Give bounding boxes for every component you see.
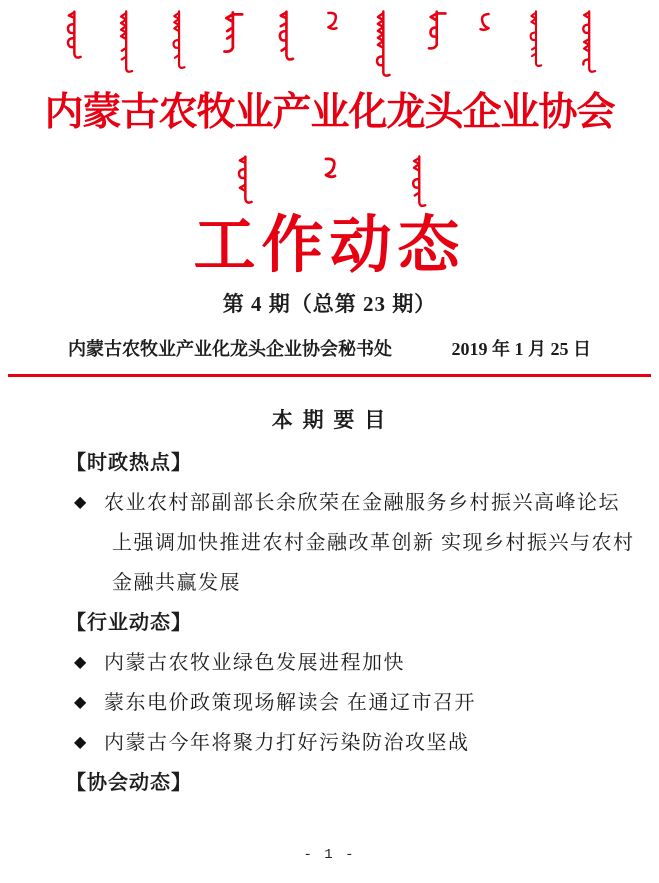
mongolian-word-icon [324,10,340,32]
mongolian-word-icon [369,10,393,78]
mongolian-word-icon [422,10,448,50]
toc-item [66,683,593,723]
bulletin-title: 工作动态 [193,211,466,280]
mongolian-word-icon [218,10,244,54]
mongolian-word-icon [321,155,339,181]
mongolian-word-icon [405,155,429,209]
toc-item-line: 蒙东电价政策现场解读会 在通辽市召开 [104,691,476,714]
page-number: - 1 - [303,847,356,863]
toc-section-label: 【行业动态】 [66,611,192,634]
mongolian-script-row-top [0,10,659,84]
bullet-diamond-icon: ◆ [74,733,87,751]
toc-item [66,483,635,603]
toc-item [66,643,593,683]
bullet-diamond-icon: ◆ [74,653,87,671]
publisher-date-line [0,335,659,361]
mongolian-word-icon [165,10,189,70]
mongolian-word-icon [112,10,136,74]
mongolian-script-row-middle [0,155,659,211]
publisher-name: 内蒙古农牧业产业化龙头企业协会秘书处 [68,338,392,359]
mongolian-word-icon [477,10,493,34]
issue-number: 第 4 期（总第 23 期） [222,291,437,316]
association-title: 内蒙古农牧业产业化龙头企业协会 [44,91,615,134]
bullet-diamond-icon: ◆ [74,493,87,511]
mongolian-word-icon [575,10,599,74]
toc-item [66,723,593,763]
mongolian-word-icon [231,155,255,205]
masthead-divider-rule [8,374,651,377]
toc-item-line: 内蒙古今年将聚力打好污染防治攻坚战 [104,731,470,754]
publish-date: 2019 年 1 月 25 日 [451,338,591,359]
toc-section-label: 【时政热点】 [66,451,192,474]
toc [0,443,659,803]
toc-item-line: 农业农村部副部长余欣荣在金融服务乡村振兴高峰论坛 [104,491,620,514]
toc-item-line: 内蒙古农牧业绿色发展进程加快 [104,651,405,674]
toc-item-line: 上强调加快推进农村金融改革创新 实现乡村振兴与农村 [112,531,635,554]
toc-heading: 本 期 要 目 [271,408,388,432]
bullet-diamond-icon: ◆ [74,693,87,711]
toc-section-label: 【协会动态】 [66,771,192,794]
toc-item-line: 金融共赢发展 [112,571,241,594]
mongolian-word-icon [522,10,546,68]
mongolian-word-icon [273,10,295,62]
mongolian-word-icon [61,10,83,60]
